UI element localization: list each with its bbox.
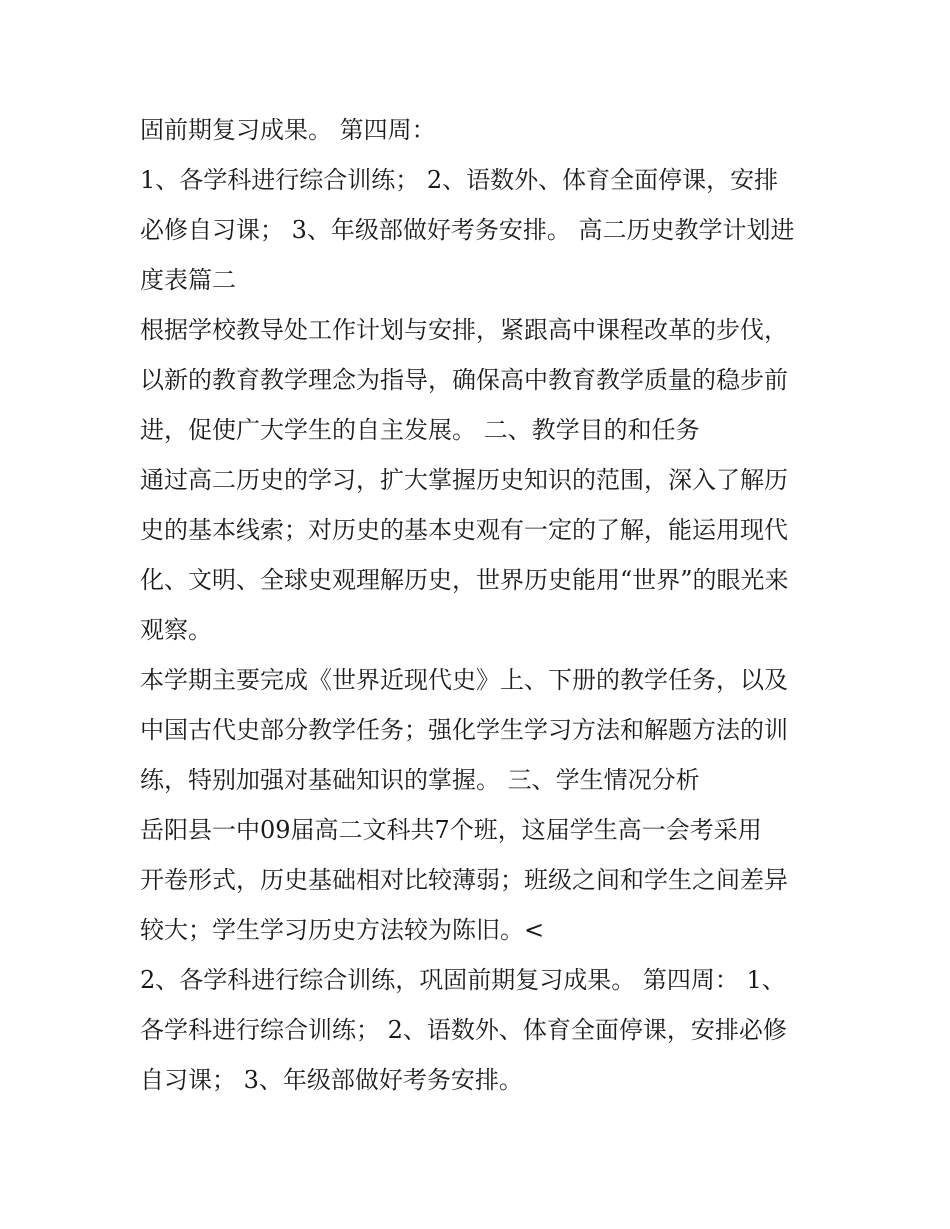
text-line: 1、各学科进行综合训练； 2、语数外、体育全面停课，安排	[140, 166, 779, 194]
text-line: 观察。	[140, 616, 212, 644]
text-line: 以新的教育教学理念为指导，确保高中教育教学质量的稳步前	[140, 366, 788, 394]
text-line: 化、文明、全球史观理解历史，世界历史能用“世界”的眼光来	[140, 566, 789, 594]
text-line: 练，特别加强对基础知识的掌握。 三、学生情况分析	[140, 766, 700, 794]
text-line: 开卷形式，历史基础相对比较薄弱；班级之间和学生之间差异	[140, 866, 788, 894]
text-line: 进，促使广大学生的自主发展。 二、教学目的和任务	[140, 416, 700, 444]
text-line: 必修自习课； 3、年级部做好考务安排。 高二历史教学计划进	[140, 216, 795, 244]
text-line: 度表篇二	[140, 266, 236, 294]
text-line: 固前期复习成果。 第四周：	[140, 116, 436, 144]
text-line: 岳阳县一中09届高二文科共7个班，这届学生高一会考采用	[140, 816, 762, 844]
text-line: 中国古代史部分教学任务；强化学生学习方法和解题方法的训	[140, 716, 788, 744]
text-line: 根据学校教导处工作计划与安排，紧跟高中课程改革的步伐，	[140, 316, 788, 344]
text-line: 各学科进行综合训练； 2、语数外、体育全面停课，安排必修	[140, 1016, 787, 1044]
text-line: 较大；学生学习历史方法较为陈旧。<	[140, 916, 545, 944]
text-line: 自习课； 3、年级部做好考务安排。	[140, 1066, 523, 1094]
text-line: 通过高二历史的学习，扩大掌握历史知识的范围，深入了解历	[140, 466, 788, 494]
text-line: 本学期主要完成《世界近现代史》上、下册的教学任务，以及	[140, 666, 788, 694]
text-line: 2、各学科进行综合训练，巩固前期复习成果。 第四周： 1、	[140, 966, 786, 994]
text-line: 史的基本线索；对历史的基本史观有一定的了解，能运用现代	[140, 516, 788, 544]
